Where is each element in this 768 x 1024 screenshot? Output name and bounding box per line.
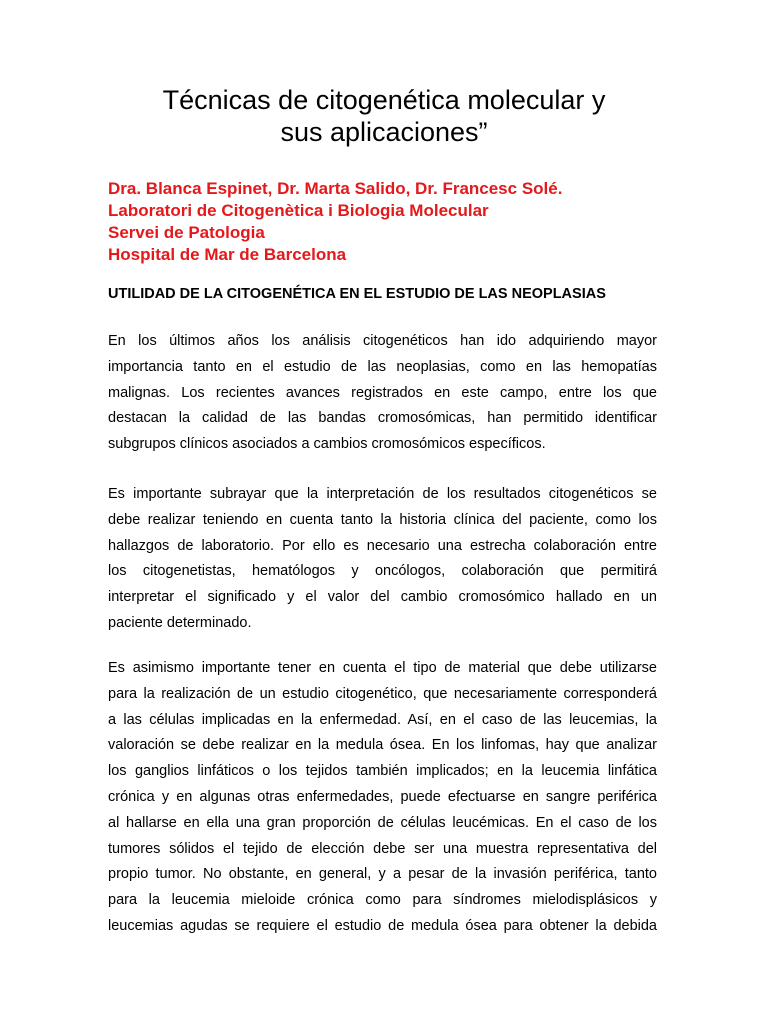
document-title-line: sus aplicaciones” (280, 117, 488, 147)
paragraph-line: los ganglios linfáticos o los tejidos también implicados; en la leucemia linfática (108, 763, 657, 780)
section-heading: UTILIDAD DE LA CITOGENÉTICA EN EL ESTUDIO DE LAS NEOPLASIAS (108, 286, 606, 302)
paragraph-line: para la realización de un estudio citogenético, que necesariamente corresponderá (108, 685, 657, 702)
paragraph-line: a las células implicadas en la enfermedad. Así, en el caso de las leucemias, la (108, 711, 657, 728)
body-paragraph (108, 329, 657, 458)
authors-block (108, 178, 668, 266)
paragraph-line: hallazgos de laboratorio. Por ello es necesario una estrecha colaboración entre (108, 537, 657, 554)
paragraph-line: En los últimos años los análisis citogenéticos han ido adquiriendo mayor (108, 333, 657, 349)
paragraph-line: destacan la calidad de las bandas cromosómicas, han permitido identificar (108, 410, 657, 427)
document-title (60, 84, 708, 148)
authors-names: Dra. Blanca Espinet, Dr. Marta Salido, Dr. Francesc Solé. (108, 179, 563, 198)
paragraph-line: leucemias agudas se requiere el estudio de medula ósea para obtener la debida (108, 917, 657, 934)
paragraph-line: interpretar el significado y el valor del cambio cromosómico hallado en un (108, 589, 657, 606)
paragraph-line: paciente determinado. (108, 614, 252, 631)
paragraph-line: Es importante subrayar que la interpretación de los resultados citogenéticos se (108, 486, 657, 502)
document-title-line: Técnicas de citogenética molecular y (162, 85, 606, 115)
paragraph-line: valoración se debe realizar en la medula ósea. En los linfomas, hay que analizar (108, 737, 657, 754)
authors-hospital: Hospital de Mar de Barcelona (108, 245, 347, 264)
paragraph-line: crónica y en algunas otras enfermedades, puede efectuarse en sangre periférica (108, 788, 657, 805)
paragraph-line: para la leucemia mieloide crónica como para síndromes mielodisplásicos y (108, 892, 657, 909)
paragraph-line: debe realizar teniendo en cuenta tanto la historia clínica del paciente, como los (108, 511, 657, 528)
paragraph-line: los citogenetistas, hematólogos y oncólogos, colaboración que permitirá (108, 563, 657, 580)
paragraph-line: tumores sólidos el tejido de elección debe ser una muestra representativa del (108, 840, 657, 857)
body-paragraph (108, 656, 657, 940)
paragraph-line: Es asimismo importante tener en cuenta el tipo de material que debe utilizarse (108, 660, 657, 676)
authors-laboratory: Laboratori de Citogenètica i Biologia Molecular (108, 201, 489, 220)
paragraph-line: importancia tanto en el estudio de las neoplasias, como en las hemopatías (108, 358, 657, 375)
paragraph-line: subgrupos clínicos asociados a cambios cromosómicos específicos. (108, 436, 546, 453)
paragraph-line: malignas. Los recientes avances registrados en este campo, entre los que (108, 384, 657, 401)
paragraph-line: al hallarse en ella una gran proporción de células leucémicas. En el caso de los (108, 814, 657, 831)
body-paragraph (108, 482, 657, 637)
paragraph-line: propio tumor. No obstante, en general, y a pesar de la invasión periférica, tanto (108, 866, 657, 883)
authors-department: Servei de Patologia (108, 223, 265, 242)
